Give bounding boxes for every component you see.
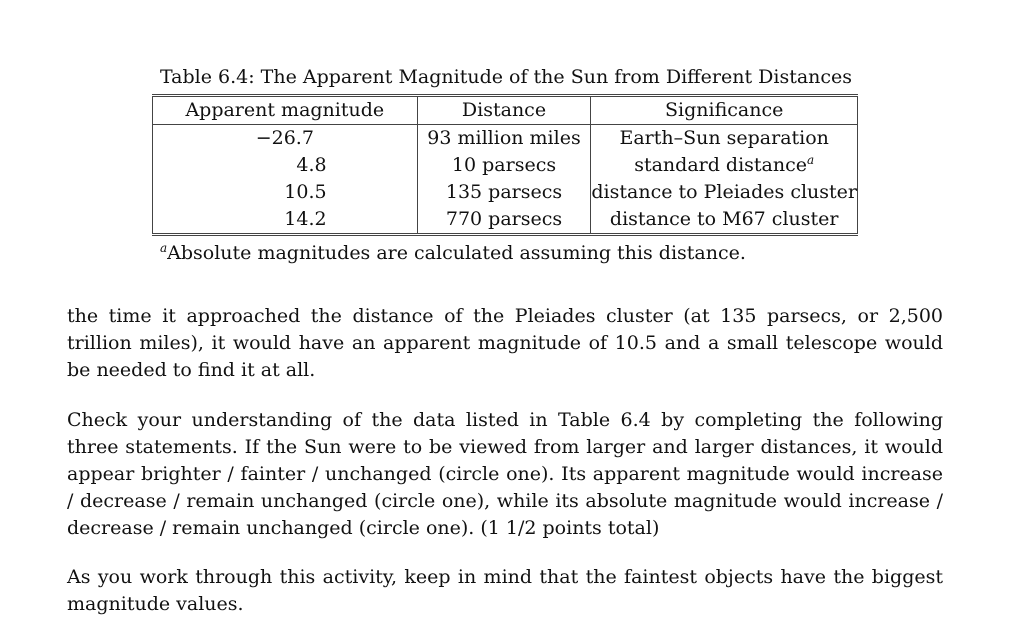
significance-text: Earth–Sun separation: [619, 127, 829, 149]
paragraph-pleiades: the time it approached the distance of the Pleiades cluster (at 135 parsecs, or 2,500 trillion miles), it would have an apparent magnitude of 10.5 and a small telescope would be needed to find it at all.: [67, 305, 943, 381]
cell-significance: [591, 125, 858, 153]
significance-text: distance to Pleiades cluster: [591, 181, 857, 203]
cell-magnitude: 14.2: [284, 208, 327, 230]
magnitude-table: [152, 94, 858, 236]
table-row: [153, 125, 858, 153]
table-row: [153, 206, 858, 235]
cell-significance: [591, 206, 858, 235]
cell-significance: [591, 179, 858, 206]
cell-distance: 135 parsecs: [417, 179, 591, 206]
header-distance: Distance: [417, 96, 591, 125]
paragraph-faintest-objects: As you work through this activity, keep in mind that the faintest objects have the biggest magnitude values.: [67, 566, 943, 615]
table-footnote: [152, 240, 860, 266]
significance-text: standard distance: [634, 154, 808, 176]
table-row: [153, 179, 858, 206]
footnote-marker: a: [807, 153, 815, 167]
header-significance: Significance: [591, 96, 858, 125]
significance-text: distance to M67 cluster: [609, 208, 839, 230]
cell-significance: [591, 152, 858, 179]
header-apparent-magnitude: Apparent magnitude: [153, 96, 418, 125]
table-caption: Table 6.4: The Apparent Magnitude of the Sun from Different Distances: [159, 66, 853, 88]
cell-distance: 93 million miles: [417, 125, 591, 153]
cell-magnitude: 10.5: [284, 181, 327, 203]
table-row: [153, 152, 858, 179]
cell-distance: 770 parsecs: [417, 206, 591, 235]
table-header-row: [153, 96, 858, 125]
magnitude-table-block: [152, 64, 860, 266]
paragraph-check-understanding: Check your understanding of the data listed in Table 6.4 by completing the following three statements. If the Sun were to be viewed from larger and larger distances, it would appear brighter / fainter / unchanged (circle one). Its apparent magnitude would increase / decrease / remain unchanged (circle one), while its absolute magnitude would increase / decrease / remain unchanged (circle one). (1 1/2 points total): [67, 409, 943, 539]
cell-distance: 10 parsecs: [417, 152, 591, 179]
footnote-marker: a: [160, 241, 168, 255]
footnote-text: Absolute magnitudes are calculated assuming this distance.: [167, 242, 746, 264]
cell-magnitude: −26.7: [255, 127, 314, 149]
cell-magnitude: 4.8: [296, 154, 327, 176]
